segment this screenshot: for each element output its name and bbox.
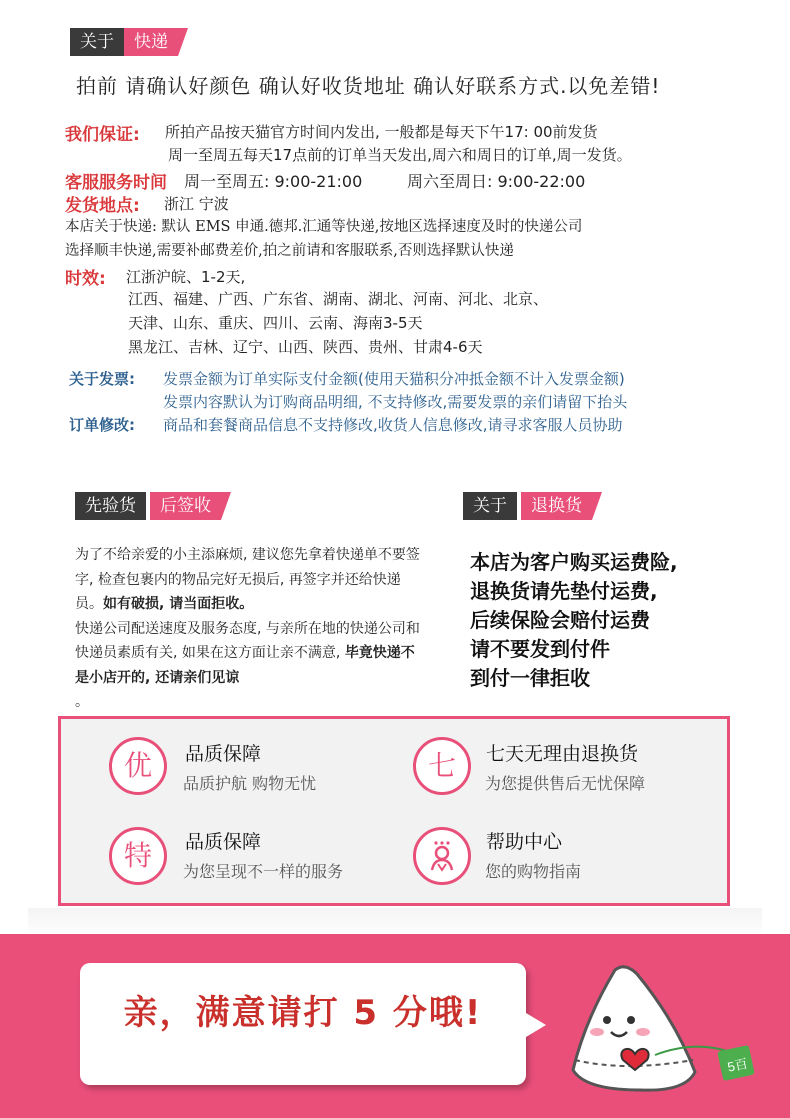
return-line: 后续保险会赔付运费: [470, 608, 650, 632]
order-edit-value: 商品和套餐商品信息不支持修改,收货人信息修改,请寻求客服人员协助: [163, 416, 623, 434]
express-note-line2: 选择顺丰快递,需要补邮费差价,拍之前请和客服联系,否则选择默认快递: [65, 243, 514, 259]
feature-title: 七天无理由退换货: [486, 743, 639, 765]
service-time-weekday: 周一至周五: 9:00-21:00: [184, 172, 363, 191]
return-line: 退换货请先垫付运费,: [470, 579, 658, 603]
tag-left: 先验货: [75, 492, 146, 520]
service-time-weekend: 周六至周日: 9:00-22:00: [407, 172, 586, 191]
special-icon: 特: [109, 827, 167, 885]
mascot-tag-text: 5百: [726, 1055, 750, 1075]
timing-line: 天津、山东、重庆、四川、云南、海南3-5天: [128, 314, 423, 332]
invoice-label: 关于发票:: [69, 370, 135, 388]
return-line: 本店为客户购买运费险,: [470, 550, 678, 574]
timing-line: 黑龙江、吉林、辽宁、山西、陕西、贵州、甘肃4-6天: [128, 338, 483, 356]
service-time-label: 客服服务时间: [65, 173, 167, 193]
tag-right: 快递: [124, 28, 178, 56]
inspect-section-tag: [75, 492, 221, 520]
return-line: 请不要发到付件: [470, 637, 610, 661]
rating-banner-text: 亲，满意请打 5 分哦!: [123, 993, 483, 1033]
inspect-text-2-end: 。: [75, 694, 89, 710]
ship-from-value: 浙江 宁波: [164, 195, 229, 213]
ship-from-label: 发货地点:: [65, 196, 140, 216]
help-person-icon: [413, 827, 471, 885]
invoice-line2: 发票内容默认为订购商品明细, 不支持修改,需要发票的亲们请留下抬头: [163, 393, 628, 411]
service-features-panel: [58, 716, 730, 906]
tag-left: 关于: [463, 492, 517, 520]
feature-title: 品质保障: [185, 831, 262, 853]
inspect-text-1-bold: 如有破损, 请当面拒收。: [103, 596, 254, 612]
tag-right: 后签收: [150, 492, 221, 520]
tag-right: 退换货: [521, 492, 592, 520]
inspect-text-2: 快递公司配送速度及服务态度, 与亲所在地的快递公司和快递员素质有关, 如果在这方面让亲不满意,: [75, 620, 420, 661]
return-section-tag: [463, 492, 592, 520]
quality-icon: 优: [109, 737, 167, 795]
rice-dumpling-mascot-icon: [545, 960, 775, 1110]
inspect-paragraph: [75, 543, 421, 715]
return-line: 到付一律拒收: [470, 666, 590, 690]
timing-line: 江浙沪皖、1-2天,: [126, 268, 246, 286]
inspect-text-1: 为了不给亲爱的小主添麻烦, 建议您先拿着快递单不要签字, 检查包裹内的物品完好无损后, 再签字并还给快递员。: [75, 547, 420, 612]
guarantee-label: 我们保证:: [65, 125, 140, 145]
rating-speech-bubble: [80, 963, 526, 1085]
return-policy: [470, 548, 678, 693]
feature-title: 帮助中心: [486, 831, 563, 853]
express-section-tag: [70, 28, 178, 56]
timing-line: 江西、福建、广西、广东省、湖南、湖北、河南、河北、北京、: [128, 290, 549, 308]
invoice-line1: 发票金额为订单实际支付金额(使用天猫积分冲抵金额不计入发票金额): [163, 370, 625, 388]
order-edit-label: 订单修改:: [69, 416, 135, 434]
order-notice: 拍前 请确认好颜色 确认好收货地址 确认好联系方式.以免差错!: [76, 74, 661, 98]
feature-sub: 您的购物指南: [485, 862, 582, 881]
feature-sub: 为您提供售后无忧保障: [485, 774, 646, 793]
guarantee-line1: 所拍产品按天猫官方时间内发出, 一般都是每天下午17: 00前发货: [165, 123, 598, 141]
feature-sub: 为您呈现不一样的服务: [183, 862, 344, 881]
feature-sub: 品质护航 购物无忧: [183, 774, 317, 793]
guarantee-line2: 周一至周五每天17点前的订单当天发出,周六和周日的订单,周一发货。: [168, 146, 632, 164]
seven-day-icon: 七: [413, 737, 471, 795]
express-note-line1: 本店关于快递: 默认 EMS 申通.德邦.汇通等快递,按地区选择速度及时的快递公司: [65, 219, 583, 235]
timing-label: 时效:: [65, 269, 106, 289]
inspect-text-2-bold: 毕竟快递不是小店开的, 还请亲们见谅: [75, 645, 415, 686]
feature-title: 品质保障: [185, 743, 262, 765]
tag-left: 关于: [70, 28, 124, 56]
